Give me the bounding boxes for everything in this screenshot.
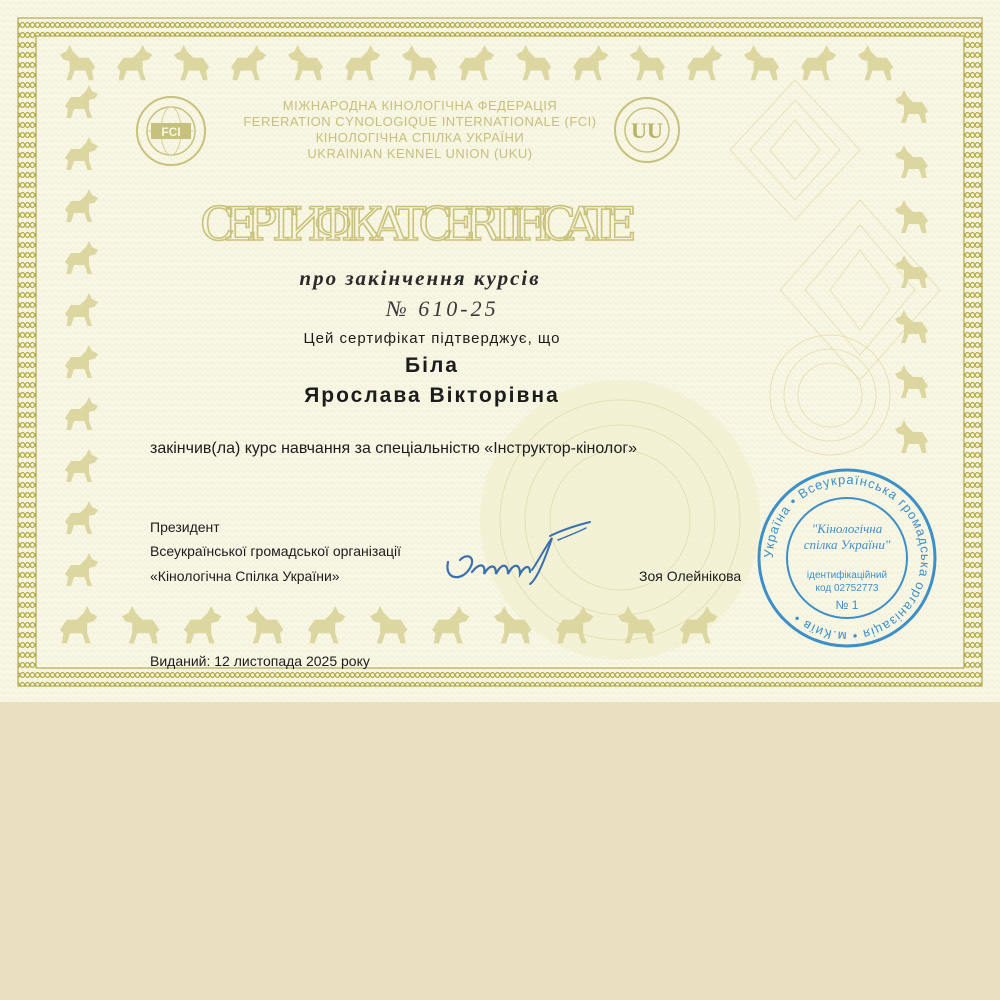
stamp-line-5: № 1: [835, 598, 859, 612]
issue-date: Виданий: 12 листопада 2025 року: [150, 653, 370, 669]
stamp-ring-text: Україна • Всеукраїнська громадська організація • м.Київ •: [760, 471, 934, 645]
signer-role: Президент: [150, 519, 220, 535]
confirm-text: Цей сертифікат підтверджує, що: [303, 330, 561, 347]
signer-org-line-2: «Кінологічна Спілка України»: [150, 568, 340, 584]
official-stamp: [752, 463, 942, 653]
recipient-given-names: Ярослава Вікторівна: [304, 384, 560, 407]
stamp-line-1: "Кінологічна: [811, 521, 883, 536]
org-line-2: FERERATION CYNOLOGIQUE INTERNATIONALE (FCI): [243, 114, 597, 129]
handwritten-signature: [440, 518, 600, 593]
org-line-1: МІЖНАРОДНА КІНОЛОГІЧНА ФЕДЕРАЦІЯ: [282, 98, 558, 113]
signer-org-line-1: Всеукраїнської громадської організації: [150, 543, 402, 559]
certificate-subtitle: про закінчення курсів: [299, 266, 541, 290]
certificate-title-text: СЕРТИФІКАТ CERTIFICATE: [200, 197, 640, 250]
certificate-number: № 610-25: [386, 296, 499, 321]
org-line-4: UKRAINIAN KENNEL UNION (UKU): [307, 146, 533, 161]
signer-name: Зоя Олейнікова: [639, 568, 742, 584]
certificate-title: [195, 188, 645, 250]
stamp-line-2: спілка України": [803, 537, 891, 552]
uku-logo-text: UU: [631, 118, 663, 143]
fci-logo-text: FCI: [161, 125, 181, 139]
org-line-3: КІНОЛОГІЧНА СПІЛКА УКРАЇНИ: [315, 130, 525, 145]
course-text: закінчив(ла) курс навчання за спеціальністю «Інструктор-кінолог»: [150, 440, 638, 457]
stamp-line-4: код 02752773: [815, 583, 879, 594]
stamp-line-3: ідентифікаційний: [806, 570, 888, 581]
recipient-surname: Біла: [405, 354, 459, 377]
